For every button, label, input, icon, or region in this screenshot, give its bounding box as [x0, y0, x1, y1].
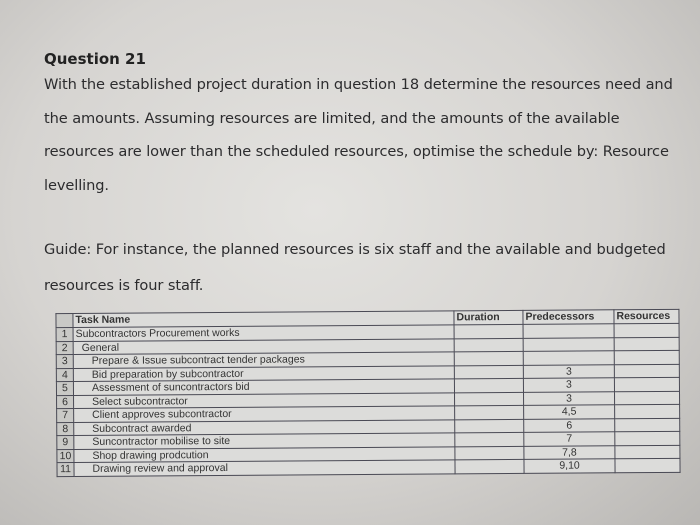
row-number: 11 — [57, 463, 74, 477]
task-name: Subcontract awarded — [74, 419, 455, 435]
resources-cell — [614, 323, 679, 337]
row-number: 9 — [57, 436, 74, 450]
row-number: 1 — [56, 328, 73, 342]
predecessors-cell: 6 — [524, 418, 615, 432]
duration-cell — [454, 365, 523, 379]
row-number: 4 — [56, 368, 73, 382]
duration-cell — [454, 378, 523, 392]
duration-cell — [455, 405, 524, 419]
question-guide: Guide: For instance, the planned resources is six staff and the available and budgeted resources is four staff. — [44, 241, 666, 294]
predecessors-cell — [523, 351, 614, 365]
question-title: Question 21 — [44, 50, 146, 68]
duration-cell — [454, 338, 523, 352]
row-number: 10 — [57, 449, 74, 463]
task-table — [55, 309, 680, 477]
task-name: Drawing review and approval — [74, 460, 455, 476]
resources-cell — [614, 337, 679, 351]
task-name: Bid preparation by subcontractor — [73, 365, 454, 381]
resources-cell — [615, 445, 680, 459]
predecessors-cell: 3 — [523, 364, 614, 378]
resources-cell — [615, 431, 680, 445]
predecessors-cell: 3 — [523, 378, 614, 392]
task-name: Assessment of suncontractors bid — [73, 379, 454, 395]
header-task-name: Task Name — [73, 311, 454, 328]
resources-cell — [615, 404, 680, 418]
resources-cell — [614, 391, 679, 405]
row-number: 5 — [56, 382, 73, 396]
resources-cell — [614, 364, 679, 378]
predecessors-cell: 9,10 — [524, 459, 615, 473]
task-name: Suncontractor mobilise to site — [74, 433, 455, 449]
predecessors-cell: 7 — [524, 432, 615, 446]
resources-cell — [615, 418, 680, 432]
duration-cell — [455, 419, 524, 433]
task-name: Prepare & Issue subcontract tender packages — [73, 352, 454, 368]
row-number: 3 — [56, 355, 73, 369]
task-name: Client approves subcontractor — [74, 406, 455, 422]
header-predecessors: Predecessors — [523, 310, 614, 325]
row-number-header — [56, 314, 73, 328]
predecessors-cell — [523, 324, 614, 338]
duration-cell — [455, 459, 524, 473]
question-body: With the established project duration in question 18 determine the resources need and the amounts. Assuming resources are limited, and the amounts of the available resources are lower than the scheduled resources, optimise the schedule by: Resource levelling. — [44, 76, 673, 194]
task-name: Subcontractors Procurement works — [73, 325, 454, 341]
duration-cell — [454, 392, 523, 406]
predecessors-cell — [523, 337, 614, 351]
duration-cell — [454, 324, 523, 338]
row-number: 2 — [56, 341, 73, 355]
task-name: General — [73, 338, 454, 354]
predecessors-cell: 7,8 — [524, 445, 615, 459]
duration-cell — [454, 351, 523, 365]
row-number: 7 — [57, 409, 74, 423]
task-name: Shop drawing prodcution — [74, 446, 455, 462]
predecessors-cell: 3 — [523, 391, 614, 405]
task-name: Select subcontractor — [74, 392, 455, 408]
resources-cell — [614, 377, 679, 391]
header-resources: Resources — [614, 309, 679, 323]
duration-cell — [455, 432, 524, 446]
predecessors-cell: 4,5 — [524, 405, 615, 419]
duration-cell — [455, 446, 524, 460]
resources-cell — [614, 350, 679, 364]
resources-cell — [615, 458, 680, 472]
header-duration: Duration — [454, 310, 523, 324]
row-number: 8 — [57, 422, 74, 436]
row-number: 6 — [57, 395, 74, 409]
